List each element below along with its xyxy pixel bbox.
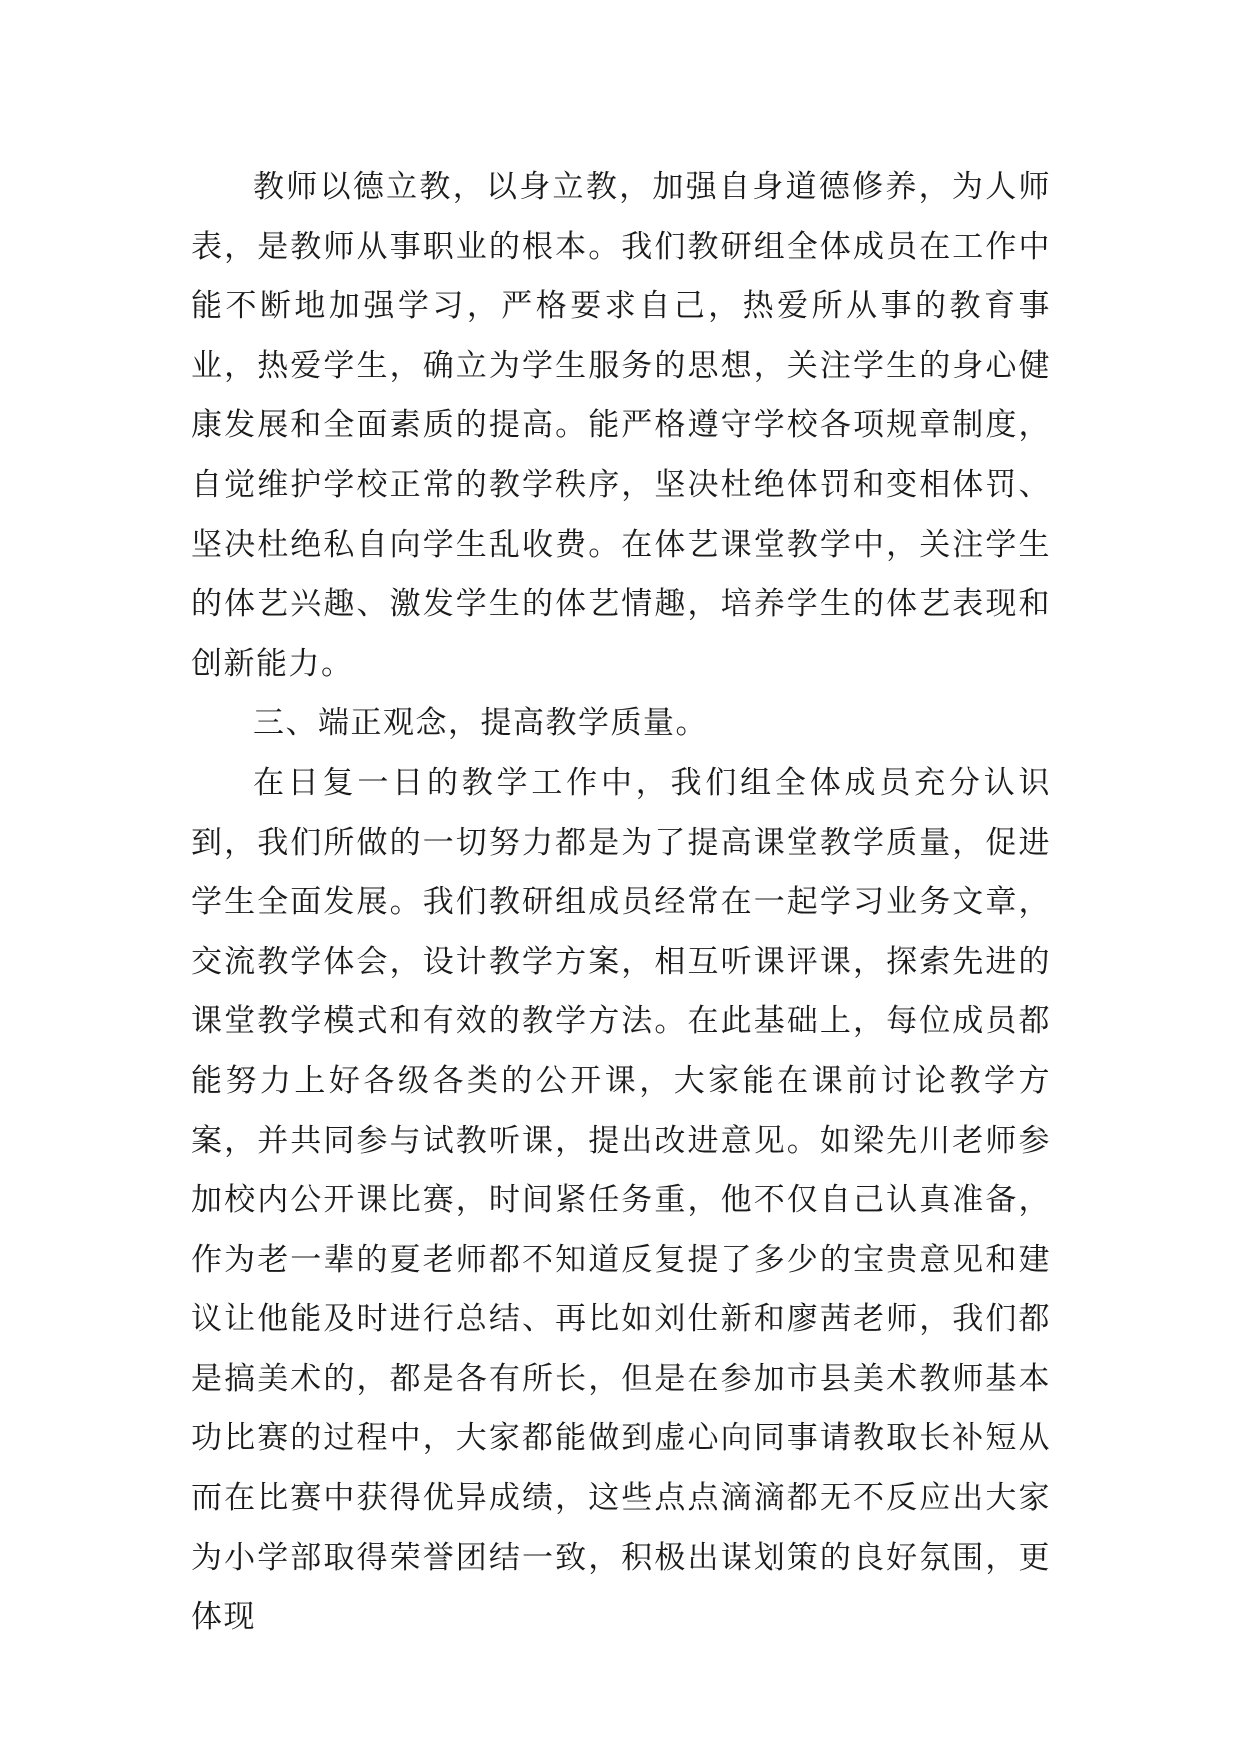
section-heading-three: 三、端正观念，提高教学质量。 bbox=[253, 705, 708, 742]
document-body bbox=[191, 158, 1051, 1648]
paragraph-teacher-ethics: 教师以德立教，以身立教，加强自身道德修养，为人师表，是教师从事职业的根本。我们教研组全体成员在工作中能不断地加强学习，严格要求自己，热爱所从事的教育事业，热爱学生，确立为学生服务的思想，关注学生的身心健康发展和全面素质的提高。能严格遵守学校各项规章制度，自觉维护学校正常的教学秩序，坚决杜绝体罚和变相体罚、坚决杜绝私自向学生乱收费。在体艺课堂教学中，关注学生的体艺兴趣、激发学生的体艺情趣，培养学生的体艺表现和创新能力。 bbox=[191, 169, 1051, 682]
paragraph-teaching-quality: 在日复一日的教学工作中，我们组全体成员充分认识到，我们所做的一切努力都是为了提高课堂教学质量，促进学生全面发展。我们教研组成员经常在一起学习业务文章，交流教学体会，设计教学方案，相互听课评课，探索先进的课堂教学模式和有效的教学方法。在此基础上，每位成员都能努力上好各级各类的公开课，大家能在课前讨论教学方案，并共同参与试教听课，提出改进意见。如梁先川老师参加校内公开课比赛，时间紧任务重，他不仅自己认真准备，作为老一辈的夏老师都不知道反复提了多少的宝贵意见和建议让他能及时进行总结、再比如刘仕新和廖茜老师，我们都是搞美术的，都是各有所长，但是在参加市县美术教师基本功比赛的过程中，大家都能做到虚心向同事请教取长补短从而在比赛中获得优异成绩，这些点点滴滴都无不反应出大家为小学部取得荣誉团结一致，积极出谋划策的良好氛围，更体现 bbox=[191, 764, 1051, 1636]
